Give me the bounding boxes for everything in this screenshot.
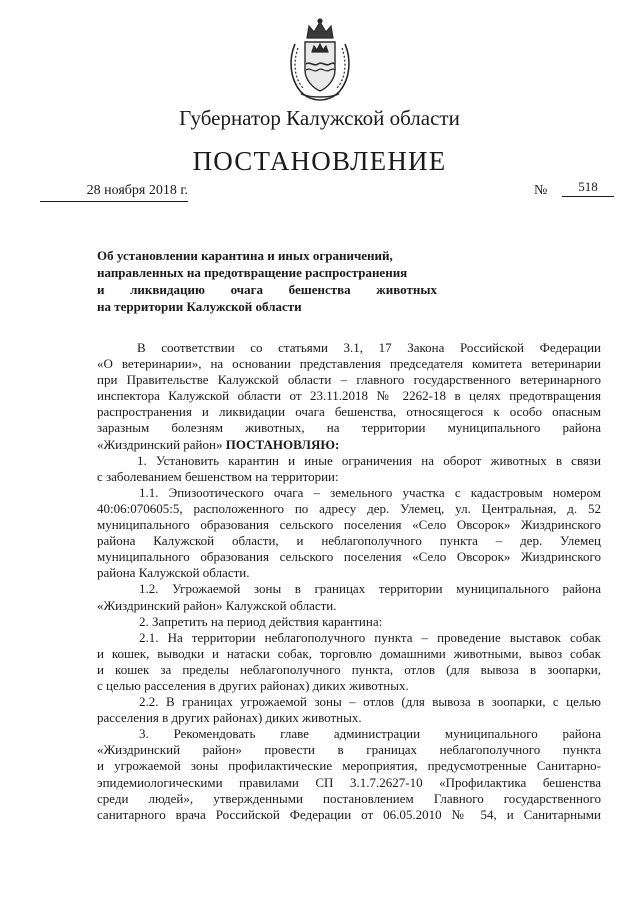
title-line: Об установлении карантина и иных ограничений, [97, 248, 393, 263]
body-line: при Правительстве Калужской области – главного государственного ветеринарного [97, 372, 601, 388]
body-line: 2. Запретить на период действия карантина: [139, 613, 383, 629]
title-line: и ликвидацию очага бешенства животных [97, 282, 437, 297]
document-type-heading: ПОСТАНОВЛЕНИЕ [192, 146, 447, 176]
document-title [97, 247, 437, 315]
title-line: направленных на предотвращение распространения [97, 265, 408, 280]
document-body [97, 340, 601, 823]
body-line: муниципального образования сельского поселения «Село Овсорок» Жиздринского [97, 517, 601, 533]
body-line: инспектора Калужской области от 23.11.2018 № 2262-18 в целях предотвращения [97, 388, 601, 404]
body-line: с целью расселения в других районах) диких животных. [97, 677, 409, 693]
document-number: 518 [562, 178, 614, 197]
issuer-heading: Губернатор Калужской области [179, 106, 460, 130]
body-line: 1.1. Эпизоотического очага – земельного участка с кадастровым номером [139, 484, 601, 500]
body-line: заразным болезням животных, на территории муниципального района [97, 420, 601, 436]
body-line: среди людей», утвержденными постановлением Главного государственного [97, 790, 601, 806]
document-date: 28 ноября 2018 г. [40, 182, 188, 202]
body-line: и кошек, выводки и натаски собак, торговлю домашними животными, вывоз собак [97, 645, 601, 661]
body-line: «Жиздринский район» провести в границах неблагополучного пункта [97, 742, 601, 758]
body-line: 1. Установить карантин и иные ограничения на оборот животных в связи [137, 452, 601, 468]
body-line: санитарного врача Российской Федерации от 06.05.2010 № 54, и Санитарными [97, 806, 601, 822]
body-line: распространения и ликвидации очага бешенства, относящегося к особо опасным [97, 404, 601, 420]
body-line: «Жиздринский район» Калужской области. [97, 597, 337, 613]
body-line: района Калужской области, и неблагополучного пункта – дер. Улемец [97, 533, 601, 549]
body-line: 2.2. В границах угрожаемой зоны – отлов (для вывоза в зоопарки, с целью [139, 694, 601, 710]
body-line: расселения в других районах) диких животных. [97, 710, 362, 726]
body-line-text: «Жиздринский район» [97, 436, 223, 452]
body-line: района Калужской области. [97, 565, 250, 581]
body-line: и угрожаемой зоны профилактические мероприятия, предусмотренные Санитарно- [97, 758, 601, 774]
kaluga-coat-of-arms-icon [287, 18, 353, 102]
document-number-label: № [534, 183, 548, 198]
body-line: муниципального образования сельского поселения «Село Овсорок» Жиздринского [97, 549, 601, 565]
body-line: 1.2. Угрожаемой зоны в границах территории муниципального района [139, 581, 601, 597]
body-line: В соответствии со статьями 3.1, 17 Закона Российской Федерации [137, 340, 601, 355]
body-line: с заболеванием бешенством на территории: [97, 468, 339, 484]
body-line [97, 437, 601, 453]
body-line: 2.1. На территории неблагополучного пункта – проведение выставок собак [139, 629, 601, 645]
body-line: 40:06:070605:5, расположенного по адресу дер. Улемец, ул. Центральная, д. 52 [97, 500, 601, 516]
title-line: на территории Калужской области [97, 299, 302, 314]
body-line: «О ветеринарии», на основании представления председателя комитета ветеринарии [97, 356, 601, 372]
body-line: 3. Рекомендовать главе администрации муниципального района [139, 726, 601, 742]
body-line: эпидемиологическими правилами СП 3.1.7.2627-10 «Профилактика бешенства [97, 774, 601, 790]
body-line: и кошек за пределы неблагополучного пункта, отлов (для вывоза в зоопарки, [97, 661, 601, 677]
decree-keyword: ПОСТАНОВЛЯЮ: [225, 436, 340, 452]
